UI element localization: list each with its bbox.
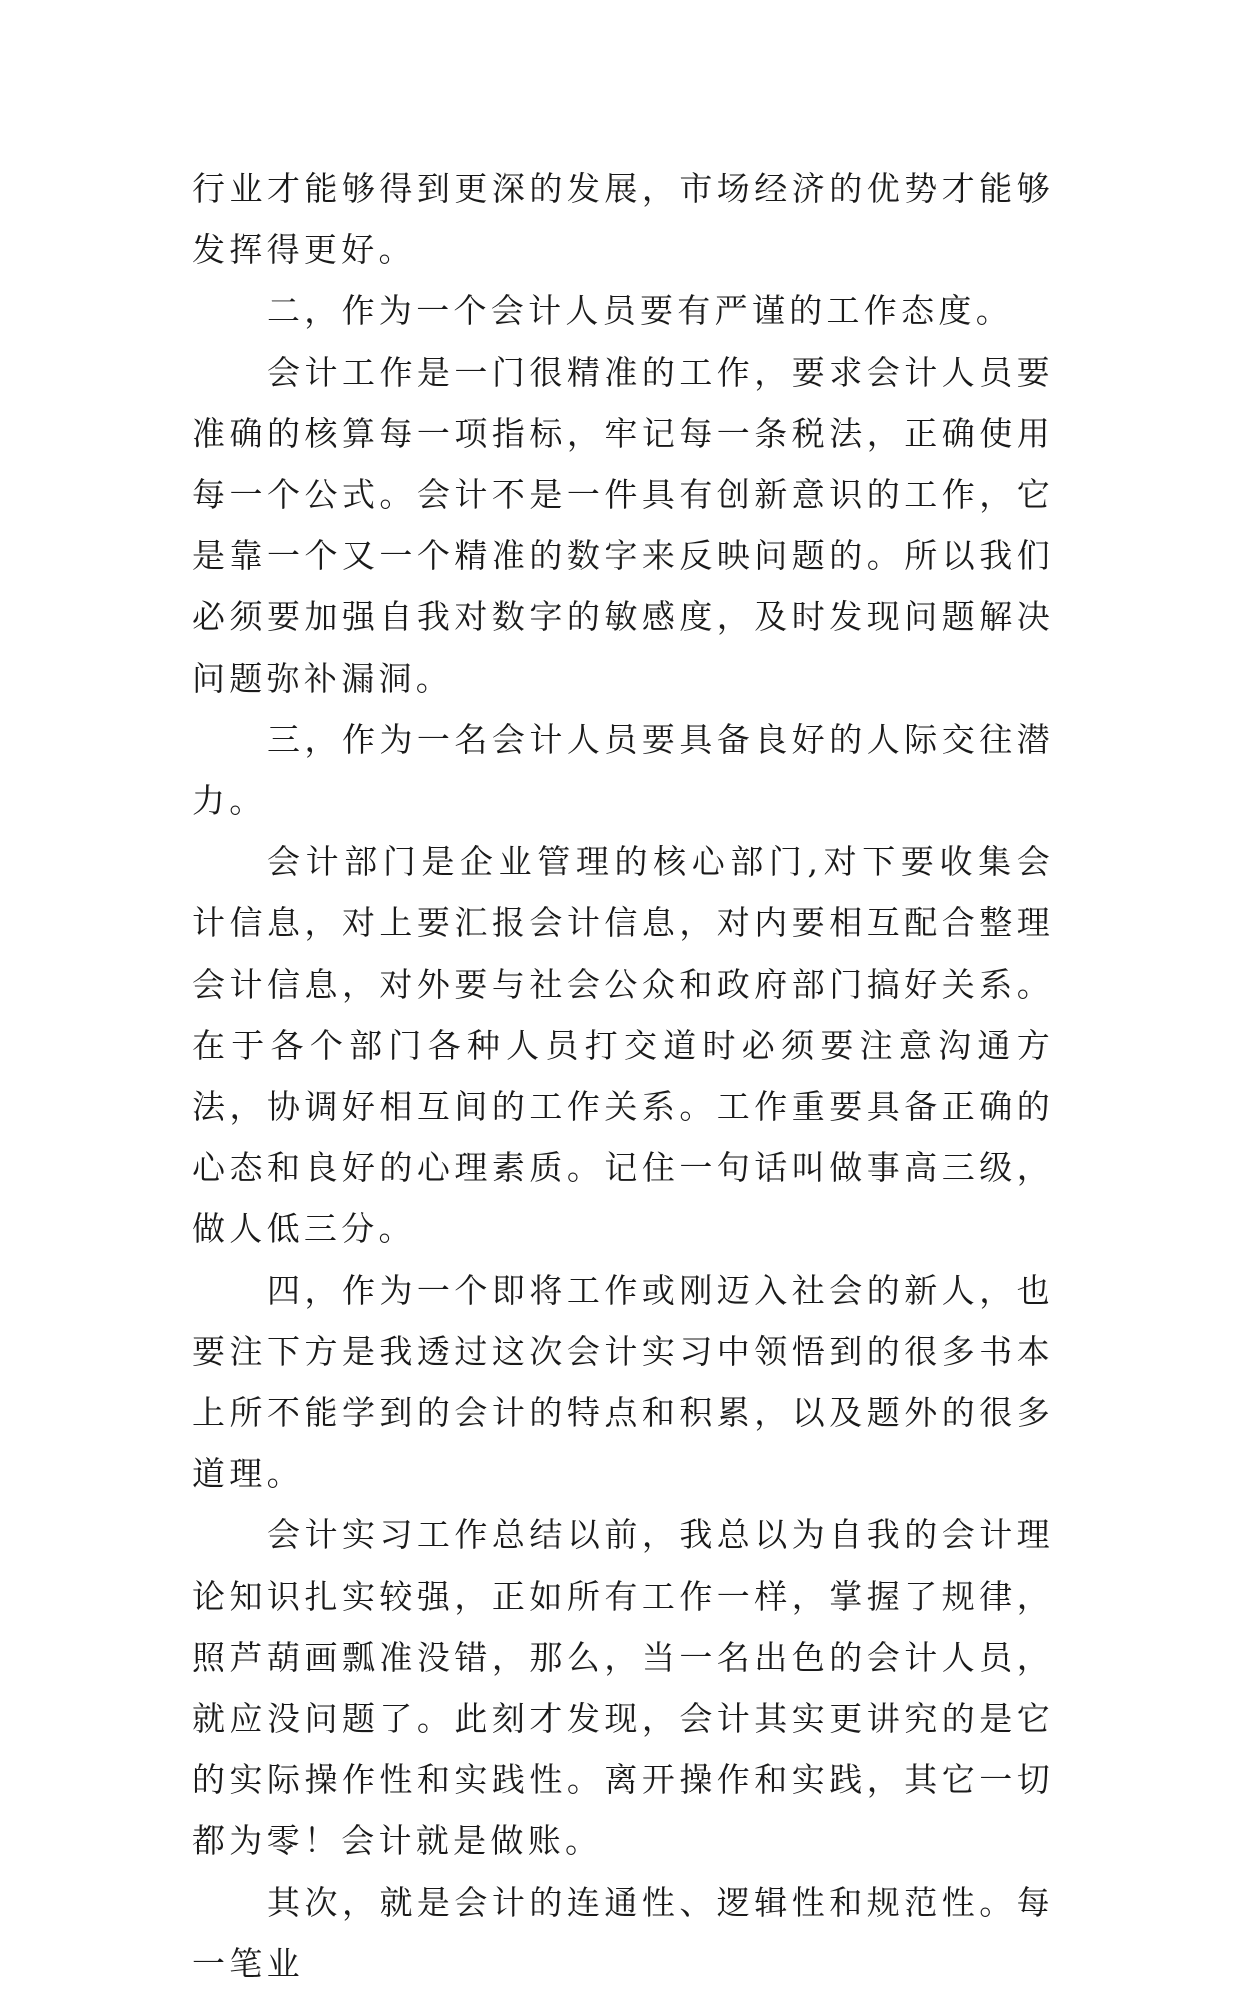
paragraph-point-four: 四，作为一个即将工作或刚迈入社会的新人，也要注下方是我透过这次会计实习中领悟到的很多书本上所不能学到的会计的特点和积累，以及题外的很多道理。: [192, 1270, 1054, 1494]
paragraph-next: 其次，就是会计的连通性、逻辑性和规范性。每一笔业: [192, 1882, 1054, 1983]
paragraph-accuracy: 会计工作是一门很精准的工作，要求会计人员要准确的核算每一项指标，牢记每一条税法，正确使用每一个公式。会计不是一件具有创新意识的工作，它是靠一个又一个精准的数字来反映问题的。所以我们必须要加强自我对数字的敏感度，及时发现问题解决问题弥补漏洞。: [192, 352, 1054, 698]
paragraph-practice: 会计实习工作总结以前，我总以为自我的会计理论知识扎实较强，正如所有工作一样，掌握了规律，照芦葫画瓢准没错，那么，当一名出色的会计人员，就应没问题了。此刻才发现，会计其实更讲究的是它的实际操作性和实践性。离开操作和实践，其它一切都为零！会计就是做账。: [192, 1515, 1054, 1861]
heading-point-three: 三，作为一名会计人员要具备良好的人际交往潜力。: [192, 719, 1054, 821]
document-body: [192, 158, 1054, 1994]
paragraph-continuation: 行业才能够得到更深的发展，市场经济的优势才能够发挥得更好。: [192, 169, 1054, 270]
paragraph-communication: 会计部门是企业管理的核心部门,对下要收集会计信息，对上要汇报会计信息，对内要相互配合整理会计信息，对外要与社会公众和政府部门搞好关系。在于各个部门各种人员打交道时必须要注意沟通方法，协调好相互间的工作关系。工作重要具备正确的心态和良好的心理素质。记住一句话叫做事高三级，做人低三分。: [192, 842, 1054, 1249]
heading-point-two: 二，作为一个会计人员要有严谨的工作态度。: [267, 291, 1013, 331]
